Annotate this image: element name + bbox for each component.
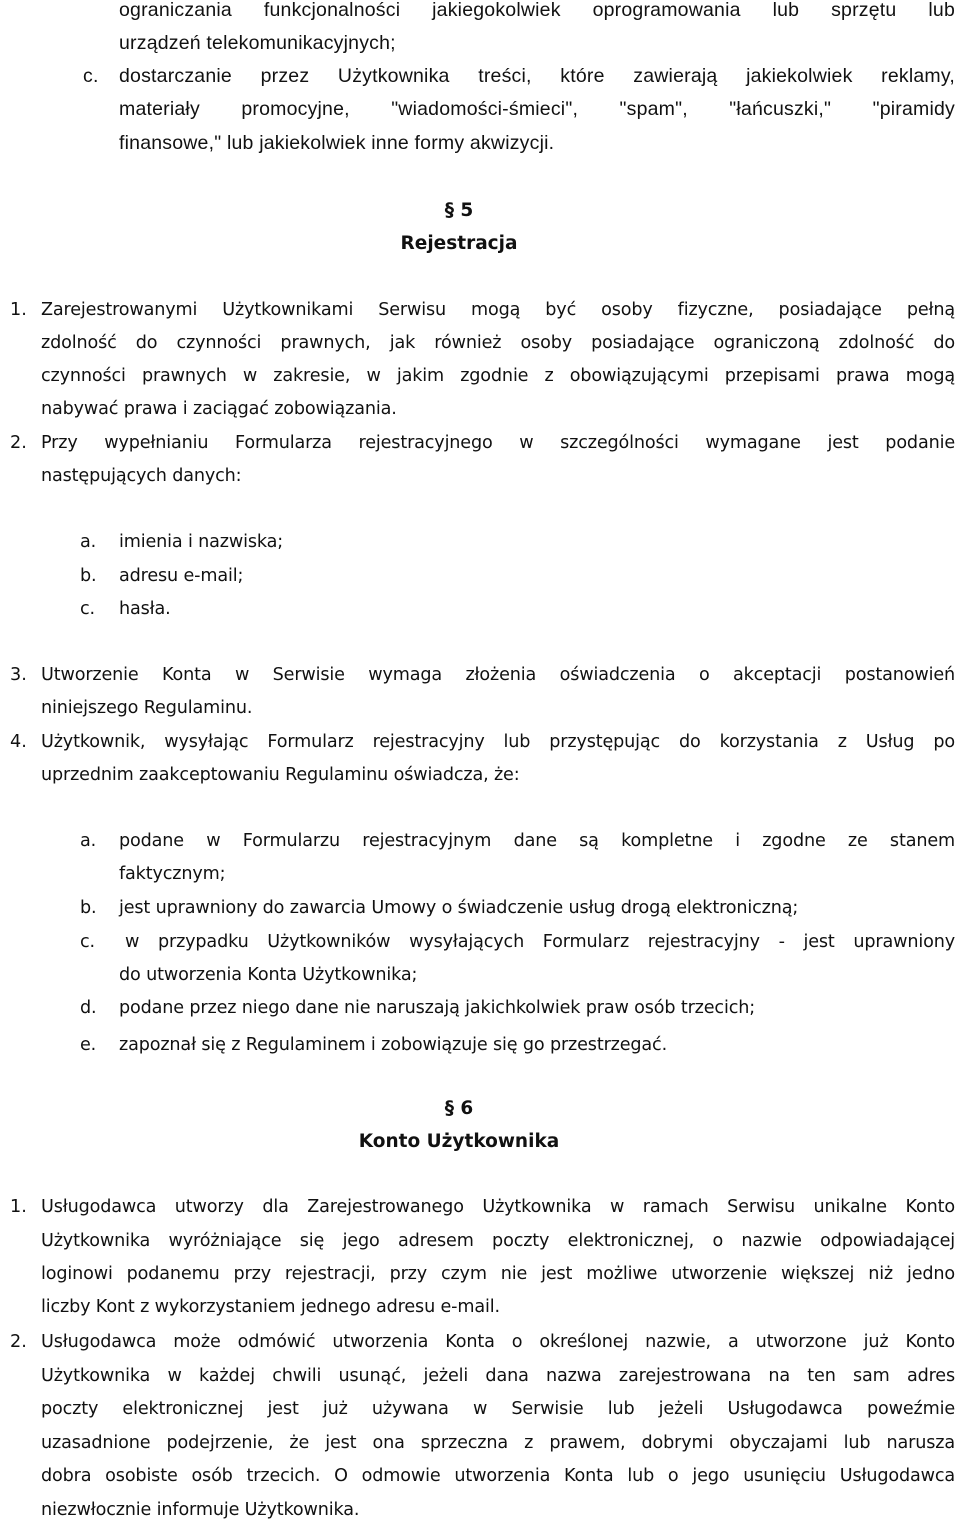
paragraph-line: Użytkownika w każdej chwili usunąć, jeżeli dana nazwa zarejestrowana na ten sam adres xyxy=(41,1366,955,1386)
paragraph-number: 1. xyxy=(10,1197,27,1217)
list-item-c: finansowe," lub jakiekolwiek inne formy akwizycji. xyxy=(119,132,555,154)
list-item-b-continuation: ograniczania funkcjonalności jakiegokolwiek oprogramowania lub sprzętu lub xyxy=(119,0,955,21)
paragraph-line: uzasadnione podejrzenie, że jest ona sprzeczna z prawem, dobrymi obyczajami lub narusza xyxy=(41,1433,955,1453)
paragraph-line: liczby Kont z wykorzystaniem jednego adresu e-mail. xyxy=(41,1297,500,1317)
paragraph-line: niniejszego Regulaminu. xyxy=(41,698,253,718)
list-letter: e. xyxy=(80,1035,97,1055)
list-item-c: dostarczanie przez Użytkownika treści, które zawierają jakiekolwiek reklamy, xyxy=(119,65,955,87)
paragraph-number: 4. xyxy=(10,732,27,752)
paragraph-line: loginowi podanemu przy rejestracji, przy czym nie jest możliwe utworzenie większej niż jedno xyxy=(41,1264,955,1284)
paragraph-sign: § xyxy=(444,200,454,221)
list-item: w przypadku Użytkowników wysyłających Formularz rejestracyjny - jest uprawniony xyxy=(125,932,955,952)
paragraph-line: Przy wypełnianiu Formularza rejestracyjnego w szczególności wymagane jest podanie xyxy=(41,433,955,453)
list-item-c: materiały promocyjne, "wiadomości-śmieci", "spam", "łańcuszki," "piramidy xyxy=(119,98,955,120)
paragraph-sign: § xyxy=(444,1098,454,1119)
list-letter: b. xyxy=(80,566,97,586)
list-item-b-continuation: urządzeń telekomunikacyjnych; xyxy=(119,32,396,54)
list-letter: a. xyxy=(80,532,97,552)
paragraph-line: niezwłocznie informuje Użytkownika. xyxy=(41,1500,360,1520)
list-item: imienia i nazwiska; xyxy=(119,532,283,552)
list-item: do utworzenia Konta Użytkownika; xyxy=(119,965,418,985)
section-number xyxy=(0,1092,918,1125)
paragraph-line: dobra osobiste osób trzecich. O odmowie utworzenia Konta lub o jego usunięciu Usługodawca xyxy=(41,1466,955,1486)
paragraph-line: Zarejestrowanymi Użytkownikami Serwisu mogą być osoby fizyczne, posiadające pełną xyxy=(41,300,955,320)
section-number xyxy=(0,194,918,227)
list-letter: a. xyxy=(80,831,97,851)
list-letter: c. xyxy=(80,599,95,619)
list-letter: c. xyxy=(80,932,95,952)
list-letter: d. xyxy=(80,998,97,1018)
paragraph-line: Użytkownika wyróżniające się jego adresem poczty elektronicznej, o nazwie odpowiadającej xyxy=(41,1231,955,1251)
paragraph-line: czynności prawnych w zakresie, w jakim zgodnie z obowiązującymi przepisami prawa mogą xyxy=(41,366,955,386)
paragraph-number: 2. xyxy=(10,1332,27,1352)
list-item: adresu e-mail; xyxy=(119,566,244,586)
paragraph-line: nabywać prawa i zaciągać zobowiązania. xyxy=(41,399,397,419)
section-number-value: 5 xyxy=(460,200,474,221)
paragraph-line: zdolność do czynności prawnych, jak również osoby posiadające ograniczoną zdolność do xyxy=(41,333,955,353)
paragraph-line: Utworzenie Konta w Serwisie wymaga złożenia oświadczenia o akceptacji postanowień xyxy=(41,665,955,685)
paragraph-line: Użytkownik, wysyłając Formularz rejestracyjny lub przystępując do korzystania z Usług po xyxy=(41,732,955,752)
list-letter-c: c. xyxy=(83,65,99,87)
section-number-value: 6 xyxy=(460,1098,474,1119)
paragraph-number: 3. xyxy=(10,665,27,685)
list-item: faktycznym; xyxy=(119,864,226,884)
list-item: jest uprawniony do zawarcia Umowy o świadczenie usług drogą elektroniczną; xyxy=(119,898,799,918)
section-title: Konto Użytkownika xyxy=(358,1131,560,1152)
list-item: hasła. xyxy=(119,599,171,619)
paragraph-line: następujących danych: xyxy=(41,466,242,486)
paragraph-line: uprzednim zaakceptowaniu Regulaminu oświadcza, że: xyxy=(41,765,520,785)
paragraph-number: 1. xyxy=(10,300,27,320)
list-item: podane przez niego dane nie naruszają jakichkolwiek praw osób trzecich; xyxy=(119,998,755,1018)
paragraph-number: 2. xyxy=(10,433,27,453)
section-title: Rejestracja xyxy=(400,233,518,254)
paragraph-line: poczty elektronicznej jest już używana w Serwisie lub jeżeli Usługodawca poweźmie xyxy=(41,1399,955,1419)
paragraph-line: Usługodawca utworzy dla Zarejestrowanego Użytkownika w ramach Serwisu unikalne Konto xyxy=(41,1197,955,1217)
list-letter: b. xyxy=(80,898,97,918)
list-item: podane w Formularzu rejestracyjnym dane są kompletne i zgodne ze stanem xyxy=(119,831,955,851)
list-item: zapoznał się z Regulaminem i zobowiązuje się go przestrzegać. xyxy=(119,1035,668,1055)
paragraph-line: Usługodawca może odmówić utworzenia Konta o określonej nazwie, a utworzone już Konto xyxy=(41,1332,955,1352)
